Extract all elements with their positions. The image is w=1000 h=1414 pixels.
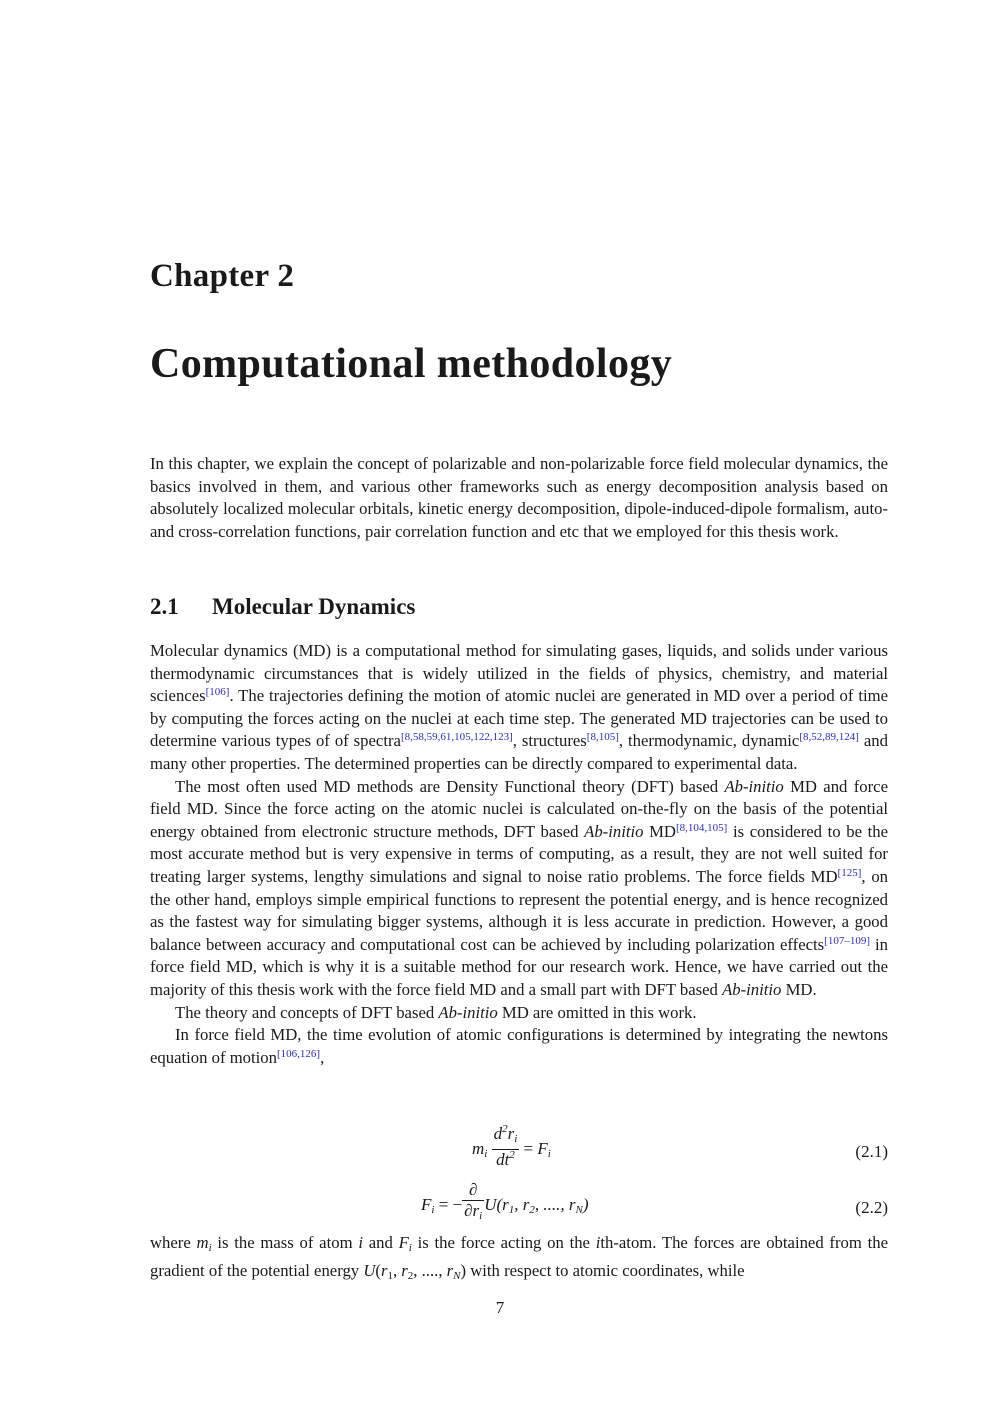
citation-link[interactable]: [106] [205, 686, 230, 699]
chapter-title: Computational methodology [150, 341, 673, 387]
section-number: 2.1 [150, 594, 179, 619]
equation-number: (2.2) [855, 1198, 888, 1217]
citation-link[interactable]: [8,58,59,61,105,122,123] [400, 731, 513, 744]
citation-link[interactable]: [8,52,89,124] [799, 731, 859, 744]
citation-link[interactable]: [8,104,105] [676, 821, 728, 834]
intro-paragraph: In this chapter, we explain the concept of polarizable and non-polarizable force field molecular dynamics, the basics involved in them, and various other frameworks such as energy decomposition analysis based on absolutely localized molecular orbitals, kinetic energy decomposition, dipole-induced-dipole formalism, auto- and cross-correlation functions, pair correlation function and etc that we employed for this thesis work. [150, 454, 888, 541]
chapter-label: Chapter 2 [150, 258, 295, 294]
paragraph-2: The most often used MD methods are Density Functional theory (DFT) based Ab-initio MD and force field MD. Since the force acting on the atomic nuclei is calculated on-the-fly on the basis of the potential energy obtained from electronic structure methods, DFT based Ab-initio MD[8,104,105] is considered to be the most accurate method but is very expensive in terms of computing, as a result, they are not well suited for treating larger systems, lengthy simulations and signal to noise ratio problems. The force fields MD[125], on the other hand, employs simple empirical functions to represent the potential energy, and is hence recognized as the fastest way for simulating bigger systems, although it is less accurate in prediction. However, a good balance between accuracy and computational cost can be achieved by including polarization effects[107–109] in force field MD, which is why it is a suitable method for our research work. Hence, we have carried out the majority of this thesis work with the force field MD and a small part with DFT based Ab-initio MD. [150, 776, 889, 999]
paragraph-4: In force field MD, the time evolution of atomic configurations is determined by integrating the newtons equation of motion[106,126], [150, 1025, 888, 1067]
citation-link[interactable]: [106,126] [277, 1047, 321, 1060]
section-body [150, 640, 888, 1069]
paragraph-5: where $m_i$ is the mass of atom i and $F_i$ is the force acting on the ith-atom. The forces are obtained from the gradient of the potential energy $U(r_1$, $r_2$, ...., $r_N$) with respect to atomic coordinates, while [150, 1233, 888, 1282]
page-number: 7 [495, 1298, 505, 1317]
equation-number: (2.1) [855, 1142, 888, 1161]
section-heading [150, 594, 415, 620]
paragraph-1: Molecular dynamics (MD) is a computational method for simulating gases, liquids, and solids under various thermodynamic circumstances that is widely utilized in the fields of physics, chemistry, and material sciences[106]. The trajectories defining the motion of atomic nuclei are generated in MD over a period of time by computing the forces acting on the nuclei at each time step. The generated MD trajectories can be used to determine various types of of spectra[8,58,59,61,105,122,123], structures[8,105], thermodynamic, dynamic[8,52,89,124] and many other properties. The determined properties can be directly compared to experimental data. [150, 641, 888, 773]
citation-link[interactable]: [107–109] [824, 934, 870, 947]
section-title: Molecular Dynamics [212, 594, 416, 619]
citation-link[interactable]: [8,105] [586, 731, 619, 744]
paragraph-3: The theory and concepts of DFT based Ab-initio MD are omitted in this work. [175, 1002, 697, 1022]
citation-link[interactable]: [125] [837, 866, 862, 879]
